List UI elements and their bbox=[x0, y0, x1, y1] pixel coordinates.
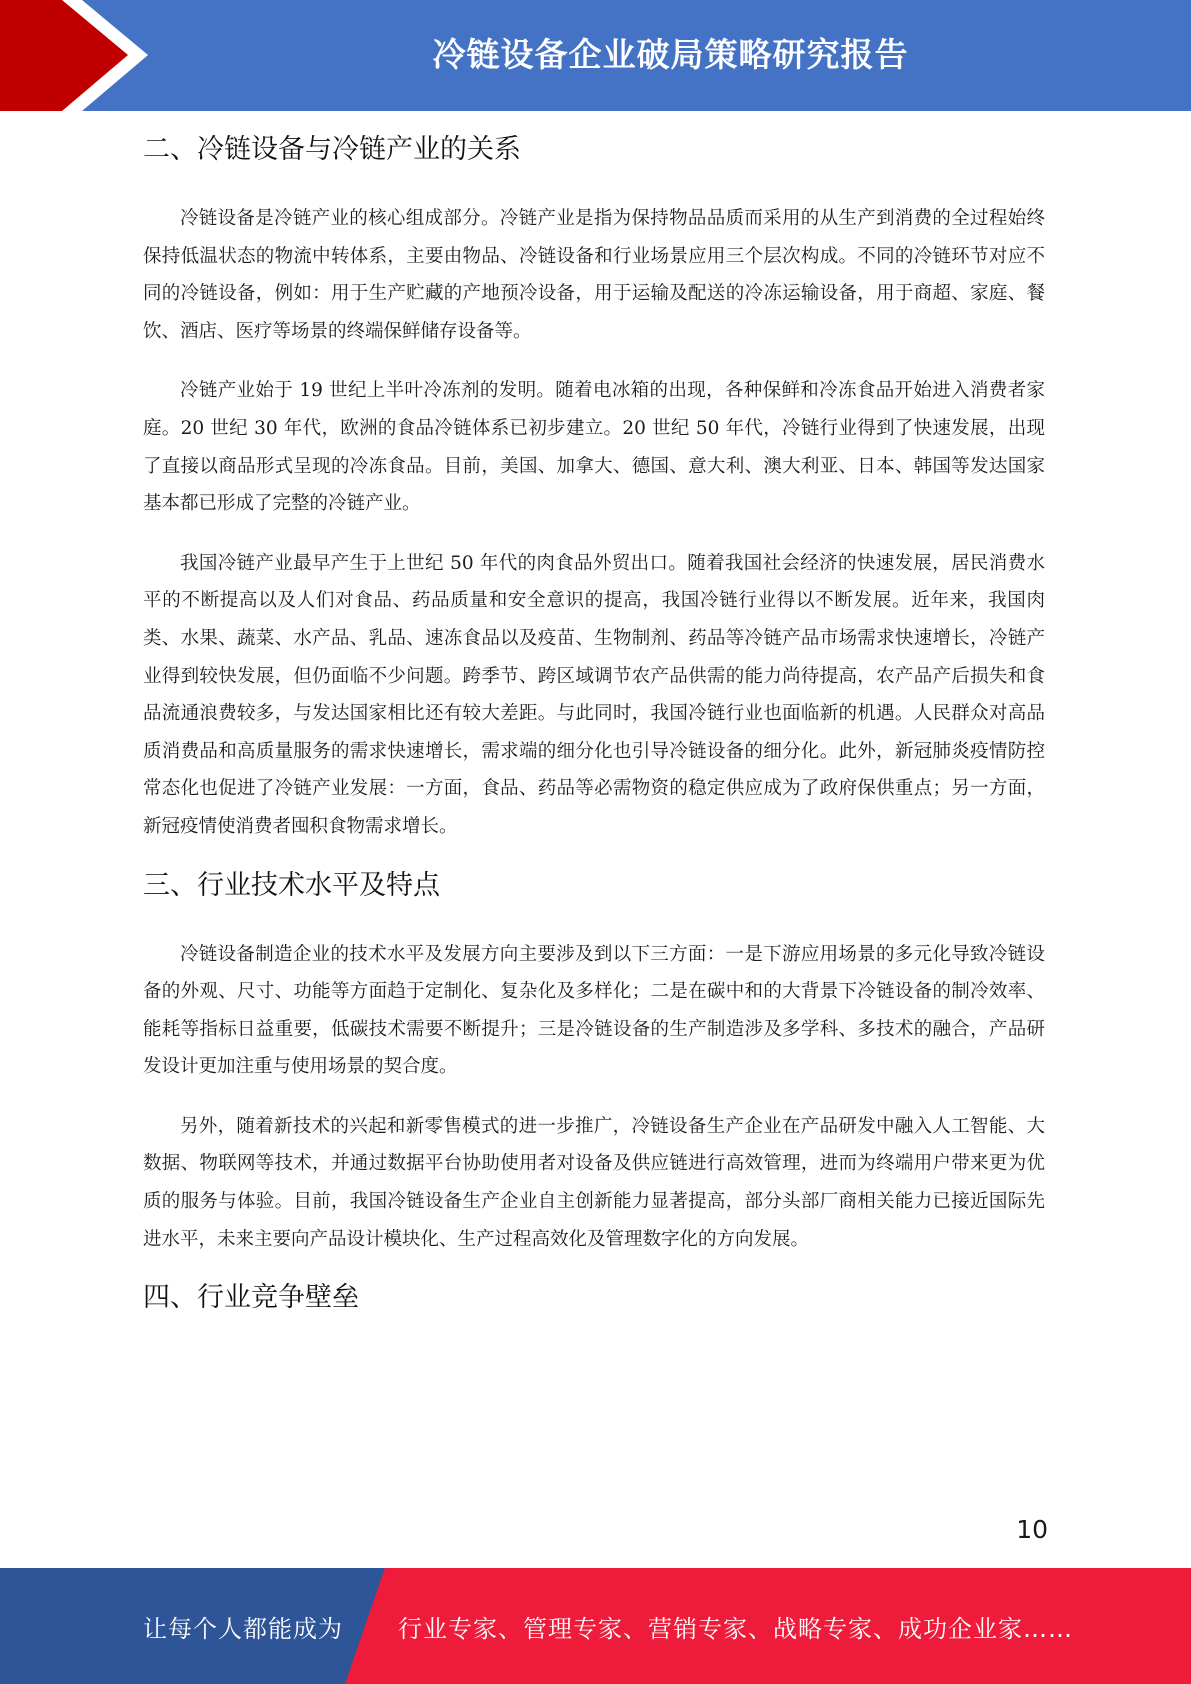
section-heading-technology: 三、行业技术水平及特点 bbox=[143, 869, 440, 901]
page-header-banner bbox=[0, 0, 1191, 111]
header-arrow-decoration bbox=[0, 0, 160, 111]
document-body bbox=[143, 128, 1045, 1320]
footer-slogan-lead: 让每个人都能成为 bbox=[143, 1614, 343, 1643]
section-heading-barriers: 四、行业竞争壁垒 bbox=[143, 1282, 359, 1314]
paragraph: 我国冷链产业最早产生于上世纪 50 年代的肉食品外贸出口。随着我国社会经济的快速发展，居民消费水平的不断提高以及人们对食品、药品质量和安全意识的提高，我国冷链行业得以不断发展。近年来，我国肉类、水果、蔬菜、水产品、乳品、速冻食品以及疫苗、生物制剂、药品等冷链产品市场需求快速增长，冷链产业得到较快发展，但仍面临不少问题。跨季节、跨区域调节农产品供需的能力尚待提高，农产品产后损失和食品流通浪费较多，与发达国家相比还有较大差距。与此同时，我国冷链行业也面临新的机遇。人民群众对高品质消费品和高质量服务的需求快速增长，需求端的细分化也引导冷链设备的细分化。此外，新冠肺炎疫情防控常态化也促进了冷链产业发展：一方面，食品、药品等必需物资的稳定供应成为了政府保供重点；另一方面，新冠疫情使消费者囤积食物需求增长。 bbox=[143, 552, 1045, 837]
page-footer-banner bbox=[0, 1568, 1191, 1684]
paragraph: 冷链设备制造企业的技术水平及发展方向主要涉及到以下三方面：一是下游应用场景的多元化导致冷链设备的外观、尺寸、功能等方面趋于定制化、复杂化及多样化；二是在碳中和的大背景下冷链设备的制冷效率、能耗等指标日益重要，低碳技术需要不断提升；三是冷链设备的生产制造涉及多学科、多技术的融合，产品研发设计更加注重与使用场景的契合度。 bbox=[143, 943, 1045, 1078]
footer-slogan-roles: 行业专家、管理专家、营销专家、战略专家、成功企业家…… bbox=[398, 1614, 1073, 1643]
paragraph: 冷链设备是冷链产业的核心组成部分。冷链产业是指为保持物品品质而采用的从生产到消费的全过程始终保持低温状态的物流中转体系，主要由物品、冷链设备和行业场景应用三个层次构成。不同的冷链环节对应不同的冷链设备，例如：用于生产贮藏的产地预冷设备，用于运输及配送的冷冻运输设备，用于商超、家庭、餐饮、酒店、医疗等场景的终端保鲜储存设备等。 bbox=[143, 208, 1045, 342]
paragraph: 另外，随着新技术的兴起和新零售模式的进一步推广，冷链设备生产企业在产品研发中融入人工智能、大数据、物联网等技术，并通过数据平台协助使用者对设备及供应链进行高效管理，进而为终端用户带来更为优质的服务与体验。目前，我国冷链设备生产企业自主创新能力显著提高，部分头部厂商相关能力已接近国际先进水平，未来主要向产品设计模块化、生产过程高效化及管理数字化的方向发展。 bbox=[143, 1115, 1045, 1250]
paragraph: 冷链产业始于 19 世纪上半叶冷冻剂的发明。随着电冰箱的出现，各种保鲜和冷冻食品开始进入消费者家庭。20 世纪 30 年代，欧洲的食品冷链体系已初步建立。20 世纪 50 年代，冷链行业得到了快速发展，出现了直接以商品形式呈现的冷冻食品。目前，美国、加拿大、德国、意大利、澳大利亚、日本、韩国等发达国家基本都已形成了完整的冷链产业。 bbox=[143, 380, 1045, 515]
page-number: 10 bbox=[1016, 1515, 1048, 1544]
report-title: 冷链设备企业破局策略研究报告 bbox=[432, 35, 909, 74]
section-heading-relationship: 二、冷链设备与冷链产业的关系 bbox=[143, 134, 521, 165]
